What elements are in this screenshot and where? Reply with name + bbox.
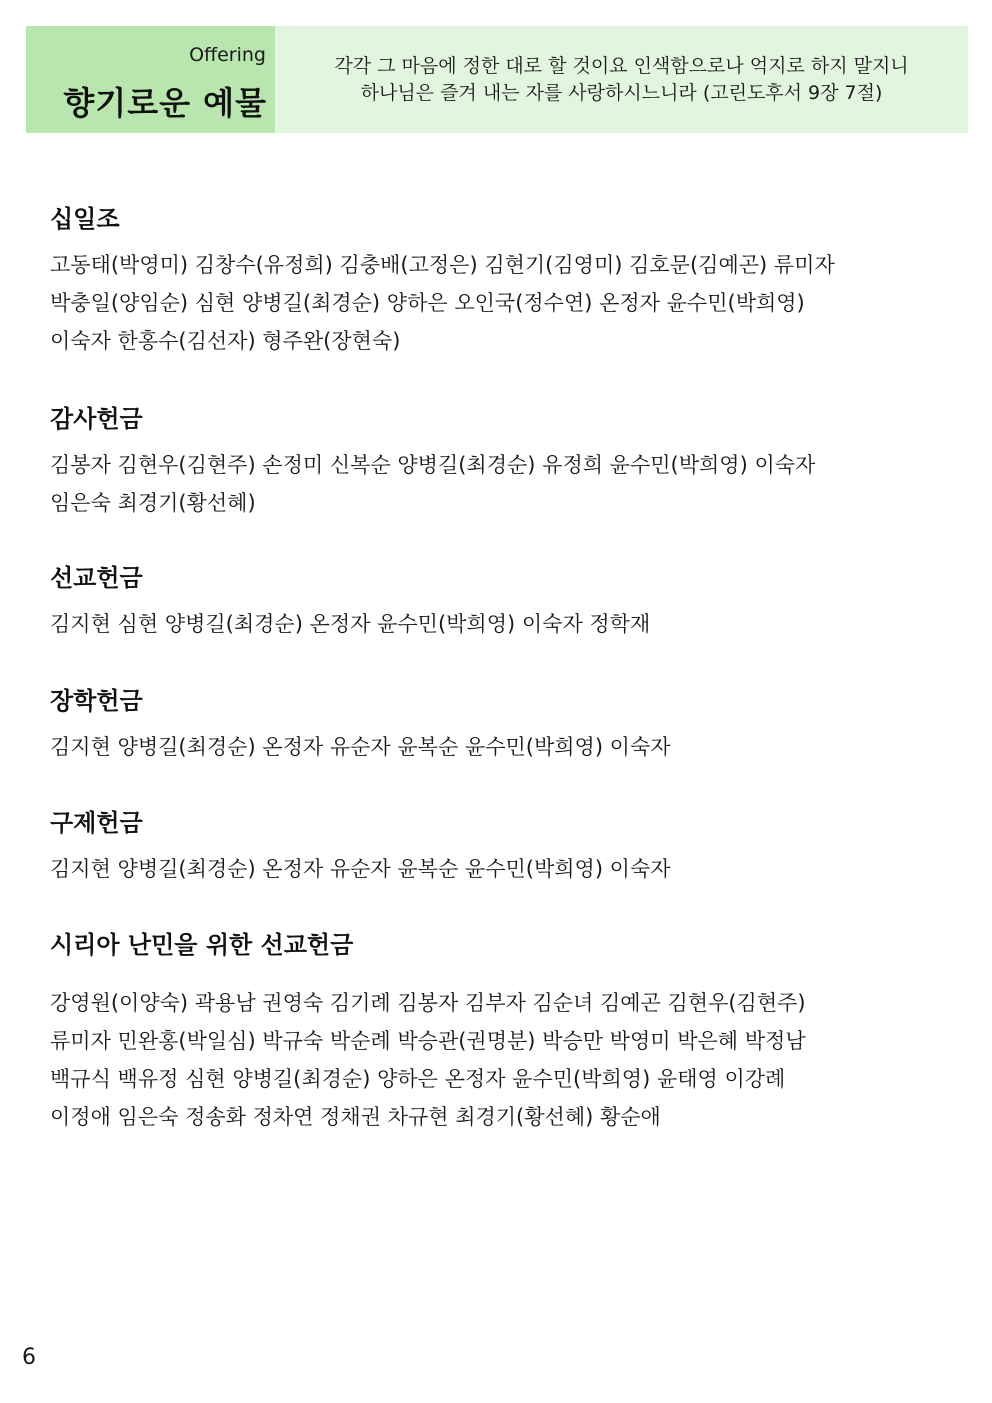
section-tithe <box>50 203 950 360</box>
name-list <box>50 446 950 522</box>
name-line: 백규식 백유정 심현 양병길(최경순) 양하은 온정자 윤수민(박희영) 윤태영 이강례 <box>50 1067 786 1091</box>
korean-title: 향기로운 예물 <box>63 84 267 122</box>
section-thanksgiving <box>50 403 950 522</box>
name-line: 고동태(박영미) 김창수(유정희) 김충배(고정은) 김현기(김영미) 김호문(김예곤) 류미자 <box>50 253 835 277</box>
section-title: 십일조 <box>50 205 120 233</box>
name-line: 이숙자 한홍수(김선자) 형주완(장현숙) <box>50 329 401 353</box>
section-mission <box>50 562 950 643</box>
name-list <box>50 850 950 888</box>
section-title: 구제헌금 <box>50 809 143 837</box>
name-line: 김지현 양병길(최경순) 온정자 유순자 윤복순 윤수민(박희영) 이숙자 <box>50 735 671 759</box>
page-number: 6 <box>22 1345 36 1370</box>
name-line: 임은숙 최경기(황선혜) <box>50 491 256 515</box>
section-title: 시리아 난민을 위한 선교헌금 <box>50 931 354 959</box>
section-scholarship <box>50 685 950 766</box>
verse-line: 각각 그 마음에 정한 대로 할 것이요 인색함으로나 억지로 하지 말지니 <box>334 54 909 77</box>
bible-verse <box>275 26 968 133</box>
name-line: 김지현 심현 양병길(최경순) 온정자 윤수민(박희영) 이숙자 정학재 <box>50 612 651 636</box>
section-title: 감사헌금 <box>50 405 143 433</box>
header-banner <box>26 26 968 133</box>
name-list <box>50 605 950 643</box>
section-title: 선교헌금 <box>50 564 143 592</box>
name-line: 박충일(양임순) 심현 양병길(최경순) 양하은 오인국(정수연) 온정자 윤수민(박희영) <box>50 291 805 315</box>
header-title-block <box>26 26 275 133</box>
name-list <box>50 728 950 766</box>
name-line: 강영원(이양숙) 곽용남 권영숙 김기례 김봉자 김부자 김순녀 김예곤 김현우(김현주) <box>50 991 806 1015</box>
english-title: Offering <box>189 44 266 66</box>
name-line: 김지현 양병길(최경순) 온정자 유순자 윤복순 윤수민(박희영) 이숙자 <box>50 857 671 881</box>
name-list <box>50 984 950 1136</box>
name-list <box>50 246 950 360</box>
section-relief <box>50 807 950 888</box>
section-title: 장학헌금 <box>50 687 143 715</box>
verse-line: 하나님은 즐겨 내는 자를 사랑하시느니라 (고린도후서 9장 7절) <box>360 81 883 104</box>
section-syria-refugees <box>50 929 950 1136</box>
name-line: 김봉자 김현우(김현주) 손정미 신복순 양병길(최경순) 유정희 윤수민(박희영) 이숙자 <box>50 453 816 477</box>
name-line: 류미자 민완홍(박일심) 박규숙 박순례 박승관(권명분) 박승만 박영미 박은혜 박정남 <box>50 1029 806 1053</box>
name-line: 이정애 임은숙 정송화 정차연 정채권 차규현 최경기(황선혜) 황순애 <box>50 1105 661 1129</box>
